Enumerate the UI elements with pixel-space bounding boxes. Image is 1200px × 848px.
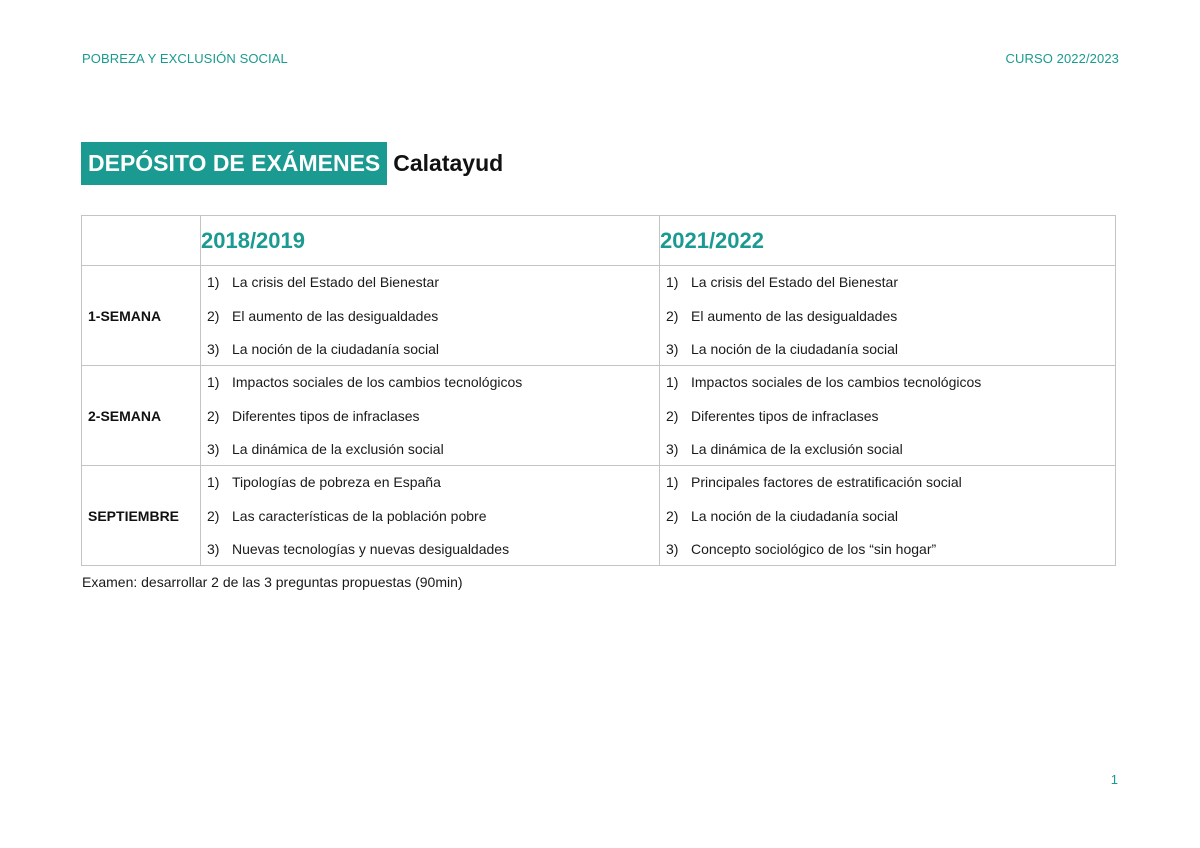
question-list [660, 466, 1115, 565]
table-cell [660, 366, 1116, 466]
list-item [666, 406, 1115, 440]
page-title-highlight: DEPÓSITO DE EXÁMENES [81, 142, 387, 185]
list-item [207, 539, 659, 561]
table-cell [201, 466, 660, 566]
item-number: 1) [207, 274, 220, 290]
item-number: 1) [207, 474, 220, 490]
item-number: 1) [666, 274, 679, 290]
item-text: El aumento de las desigualdades [691, 307, 898, 324]
list-item [207, 339, 659, 361]
item-number: 2) [207, 507, 220, 524]
running-header-course-name: POBREZA Y EXCLUSIÓN SOCIAL [82, 51, 288, 66]
running-header-academic-year: CURSO 2022/2023 [1005, 51, 1119, 66]
item-number: 3) [666, 541, 679, 557]
list-item [666, 506, 1115, 540]
question-list [660, 366, 1115, 465]
exam-instructions-note: Examen: desarrollar 2 de las 3 preguntas propuestas (90min) [82, 574, 463, 590]
question-list [660, 266, 1115, 365]
table-header-year: 2018/2019 [201, 216, 660, 266]
list-item [207, 306, 659, 340]
row-label: SEPTIEMBRE [82, 466, 201, 566]
list-item [207, 439, 659, 461]
table-header-row [82, 216, 1116, 266]
item-text: Diferentes tipos de infraclases [691, 407, 879, 424]
table-header-year: 2021/2022 [660, 216, 1116, 266]
list-item [666, 472, 1115, 506]
list-item [207, 272, 659, 306]
item-text: Las características de la población pobre [232, 507, 487, 524]
table-row [82, 466, 1116, 566]
table-row [82, 366, 1116, 466]
item-number: 3) [666, 441, 679, 457]
table-cell [201, 266, 660, 366]
row-label: 1-SEMANA [82, 266, 201, 366]
table-header-empty [82, 216, 201, 266]
item-number: 3) [666, 341, 679, 357]
item-text: La noción de la ciudadanía social [691, 507, 899, 524]
exam-table [81, 215, 1116, 566]
question-list [201, 366, 659, 465]
list-item [666, 272, 1115, 306]
item-number: 1) [207, 374, 220, 390]
list-item [666, 372, 1115, 406]
item-text: La noción de la ciudadanía social [232, 341, 440, 357]
page-title-location: Calatayud [393, 150, 504, 176]
item-text: Nuevas tecnologías y nuevas desigualdades [232, 541, 510, 557]
list-item [207, 406, 659, 440]
item-text: Diferentes tipos de infraclases [232, 407, 420, 424]
table-cell [660, 466, 1116, 566]
item-text: La dinámica de la exclusión social [691, 441, 903, 457]
page-number: 1 [1110, 772, 1118, 787]
item-text: La noción de la ciudadanía social [691, 341, 899, 357]
item-number: 2) [666, 507, 679, 524]
page-title [81, 142, 503, 185]
item-text: La crisis del Estado del Bienestar [232, 274, 439, 290]
question-list [201, 466, 659, 565]
table-cell [201, 366, 660, 466]
list-item [207, 472, 659, 506]
list-item [666, 439, 1115, 461]
list-item [666, 539, 1115, 561]
list-item [666, 339, 1115, 361]
item-text: Principales factores de estratificación social [691, 474, 962, 490]
row-label: 2-SEMANA [82, 366, 201, 466]
item-number: 3) [207, 541, 220, 557]
item-text: Impactos sociales de los cambios tecnológicos [232, 374, 523, 390]
item-number: 2) [666, 407, 679, 424]
item-number: 2) [666, 307, 679, 324]
item-number: 3) [207, 341, 220, 357]
item-text: Impactos sociales de los cambios tecnológicos [691, 374, 982, 390]
question-list [201, 266, 659, 365]
item-text: La crisis del Estado del Bienestar [691, 274, 898, 290]
item-text: Tipologías de pobreza en España [232, 474, 441, 490]
item-text: La dinámica de la exclusión social [232, 441, 444, 457]
table-row [82, 266, 1116, 366]
item-number: 2) [207, 307, 220, 324]
item-text: Concepto sociológico de los “sin hogar” [691, 541, 937, 557]
table-cell [660, 266, 1116, 366]
item-number: 3) [207, 441, 220, 457]
item-number: 1) [666, 474, 679, 490]
item-number: 1) [666, 374, 679, 390]
list-item [666, 306, 1115, 340]
list-item [207, 506, 659, 540]
list-item [207, 372, 659, 406]
item-number: 2) [207, 407, 220, 424]
item-text: El aumento de las desigualdades [232, 307, 439, 324]
